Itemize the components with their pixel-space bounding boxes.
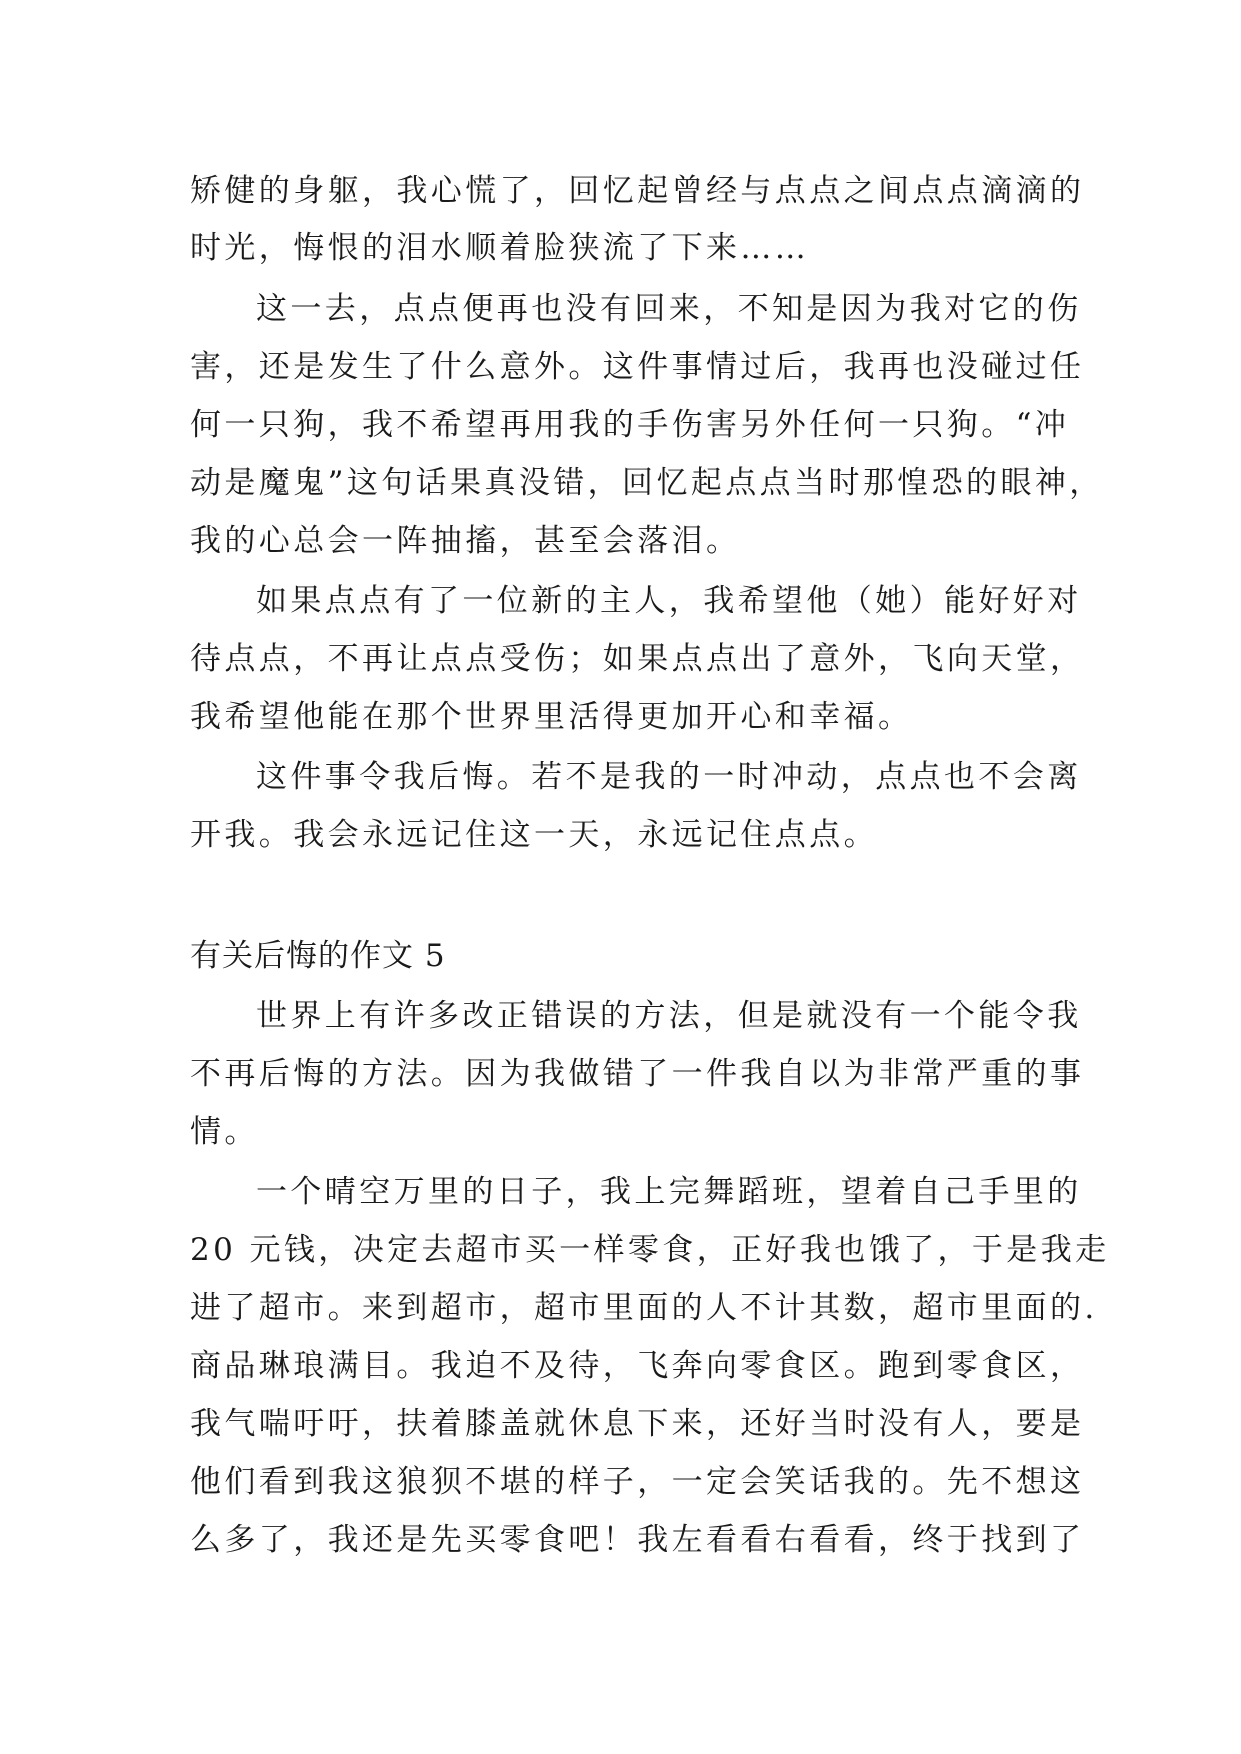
text-line: 么多了，我还是先买零食吧！我左看看右看看，终于找到了	[190, 1522, 1085, 1558]
text-line: 20 元钱，决定去超市买一样零食，正好我也饿了，于是我走	[190, 1232, 1110, 1268]
text-line: 我希望他能在那个世界里活得更加开心和幸福。	[190, 699, 913, 735]
text-line: 时光，悔恨的泪水顺着脸狭流了下来……	[190, 230, 810, 266]
text-line: 何一只狗，我不希望再用我的手伤害另外任何一只狗。“冲	[190, 407, 1070, 443]
text-line: 待点点，不再让点点受伤；如果点点出了意外，飞向天堂，	[190, 641, 1085, 677]
text-line: 商品琳琅满目。我迫不及待，飞奔向零食区。跑到零食区，	[190, 1348, 1085, 1384]
text-line: 动是魔鬼”这句话果真没错，回忆起点点当时那惶恐的眼神，	[190, 465, 1104, 501]
text-line: 不再后悔的方法。因为我做错了一件我自以为非常严重的事	[190, 1056, 1085, 1092]
text-line: 矫健的身躯，我心慌了，回忆起曾经与点点之间点点滴滴的	[190, 173, 1085, 209]
text-line: 世界上有许多改正错误的方法，但是就没有一个能令我	[256, 998, 1082, 1034]
text-line: 我气喘吁吁，扶着膝盖就休息下来，还好当时没有人，要是	[190, 1406, 1085, 1442]
section-heading: 有关后悔的作文 5	[190, 938, 446, 974]
text-line: 开我。我会永远记住这一天，永远记住点点。	[190, 817, 878, 853]
text-line: 这件事令我后悔。若不是我的一时冲动，点点也不会离	[256, 759, 1082, 795]
text-line: 情。	[190, 1114, 259, 1150]
text-line: 如果点点有了一位新的主人，我希望他（她）能好好对	[256, 583, 1082, 619]
text-line: 一个晴空万里的日子，我上完舞蹈班，望着自己手里的	[256, 1174, 1082, 1210]
text-line: 我的心总会一阵抽搐，甚至会落泪。	[190, 523, 741, 559]
text-line: 他们看到我这狼狈不堪的样子，一定会笑话我的。先不想这	[190, 1464, 1085, 1500]
text-line: 害，还是发生了什么意外。这件事情过后，我再也没碰过任	[190, 349, 1085, 385]
text-line: 进了超市。来到超市，超市里面的人不计其数，超市里面的.	[190, 1290, 1098, 1326]
text-line: 这一去，点点便再也没有回来，不知是因为我对它的伤	[256, 291, 1082, 327]
